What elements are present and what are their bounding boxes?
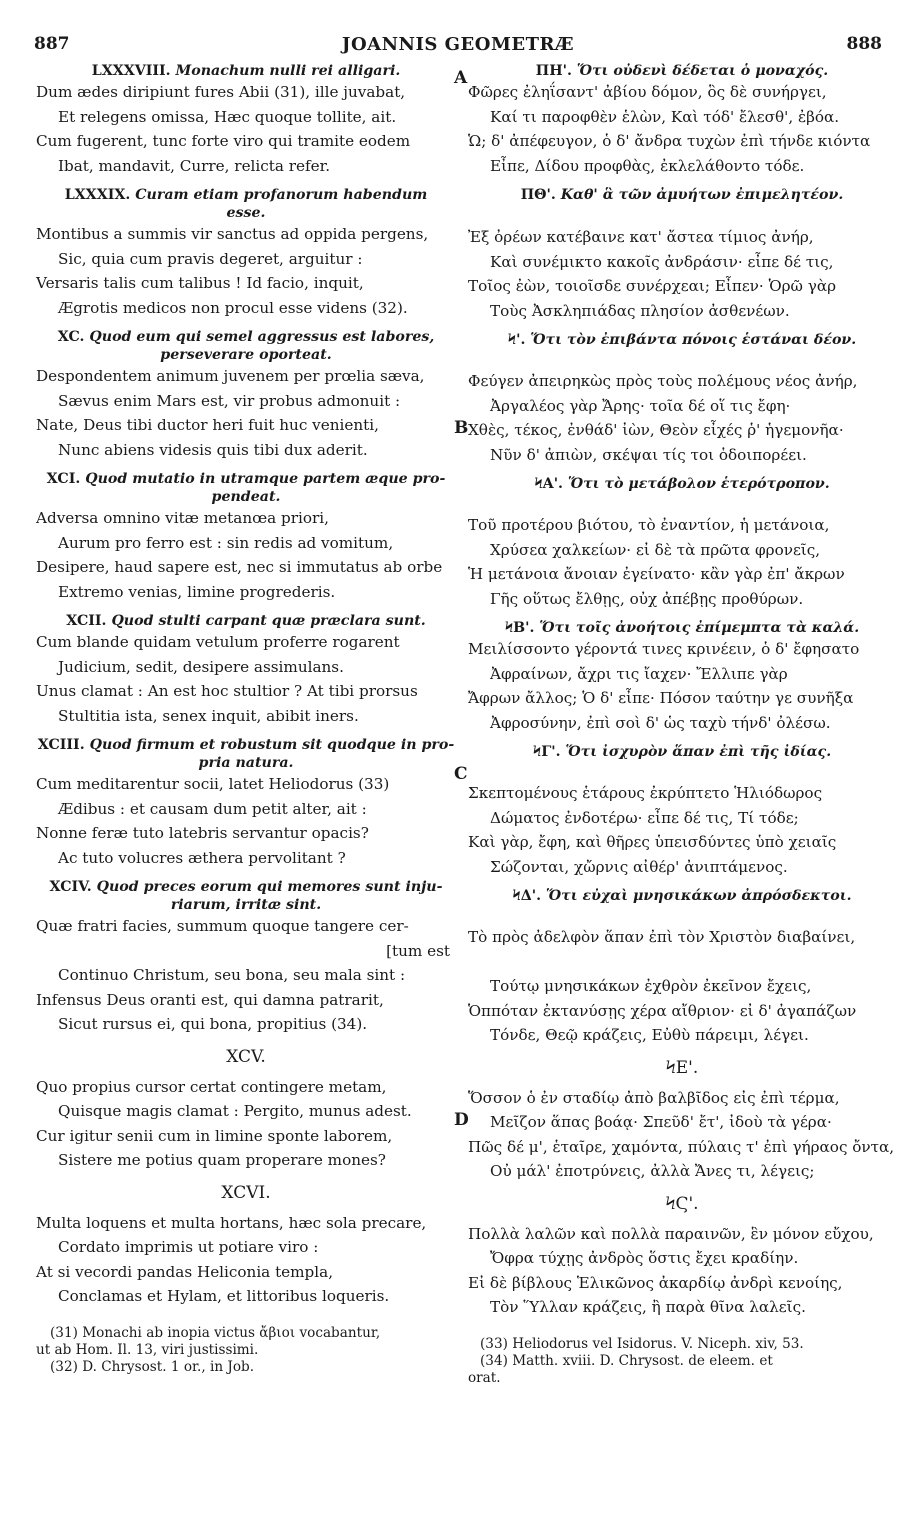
verse-line: Εἰ δὲ βίβλους Ἑλικῶνος ἀκαρδίῳ ἀνδρὶ κενοίης, <box>468 1273 843 1292</box>
verse-line: Οὐ μάλ' ἐποτρύνεις, ἀλλὰ Ἄνες τι, λέγεις; <box>490 1162 815 1180</box>
verse-line: Πῶς δέ μ', ἑταῖρε, χαμόντα, πύλαις τ' ἐπὶ γήραος ὄντα, <box>468 1137 895 1156</box>
left-page-number: 887 <box>34 34 70 54</box>
footnote: orat. <box>468 1369 501 1386</box>
section-94-latin <box>36 878 456 1037</box>
verse-line: Πολλὰ λαλῶν καὶ πολλὰ παραινῶν, ἓν μόνον εὔχου, <box>468 1224 874 1243</box>
verse-line: Dum ædes diripiunt fures Abii (31), ille juvabat, <box>36 83 406 101</box>
verse-line: Stultitia ista, senex inquit, abibit iners. <box>58 706 359 725</box>
verse-line: Extremo venias, limine progrederis. <box>58 582 336 601</box>
verse-line: Ὅσσον ὁ ἐν σταδίῳ ἀπὸ βαλβῖδος εἰς ἐπὶ τέρμα, <box>468 1088 840 1107</box>
verse-line: Sic, quia cum pravis degeret, arguitur : <box>58 249 363 268</box>
verse-line: Unus clamat : An est hoc stultior ? At tibi prorsus <box>36 682 418 700</box>
verse-line: Multa loquens et multa hortans, hæc sola precare, <box>36 1213 427 1232</box>
verse-line: Conclamas et Hylam, et littoribus loqueris. <box>58 1287 390 1305</box>
verse-line: Aurum pro ferro est : sin redis ad vomitum, <box>58 533 394 552</box>
section-number: XCVI. <box>221 1182 271 1203</box>
verse-line: Quisque magis clamat : Pergito, munus adest. <box>58 1102 412 1120</box>
section-91-greek <box>468 475 896 611</box>
latin-column <box>36 62 456 1376</box>
margin-letter-b: B <box>454 418 469 438</box>
section-90-latin <box>36 328 456 462</box>
footnote: (32) D. Chrysost. 1 or., in Job. <box>50 1358 255 1375</box>
section-title: ϞΒ'. Ὅτι τοῖς ἀνοήτοις ἐπίμεμπτα τὰ καλά. <box>504 620 860 636</box>
verse-line: Καὶ γὰρ, ἔφη, καὶ θῆρες ὑπεισδύντες ὑπὸ χειαῖς <box>468 833 837 851</box>
verse-line: Infensus Deus oranti est, qui damna patrarit, <box>36 990 384 1009</box>
section-number: XCV. <box>226 1046 266 1067</box>
margin-letter-a: A <box>454 68 468 88</box>
verse-line: Τούτῳ μνησικάκων ἐχθρὸν ἐκεῖνον ἔχεις, <box>490 977 812 995</box>
section-92-greek <box>468 619 896 735</box>
verse-line: Cum blande quidam vetulum proferre rogarent <box>36 633 400 651</box>
verse-line: Τὸ πρὸς ἀδελφὸν ἅπαν ἐπὶ τὸν Χριστὸν διαβαίνει, <box>468 928 856 946</box>
section-title: ϞΑ'. Ὅτι τὸ μετάβολον ἑτερότροπον. <box>534 476 830 492</box>
footnote: (33) Heliodorus vel Isidorus. V. Niceph. xiv, 53. <box>480 1335 804 1352</box>
section-title: ΠΗ'. Ὅτι οὐδενὶ δέδεται ὁ μοναχός. <box>535 63 829 79</box>
footnote: (34) Matth. xviii. D. Chrysost. de eleem. et <box>480 1352 773 1369</box>
greek-column <box>468 62 896 1387</box>
verse-line: Εἶπε, Δίδου προφθὰς, ἐκλελάθοντο τόδε. <box>490 156 805 175</box>
verse-line: Nonne feræ tuto latebris servantur opacis? <box>36 824 369 842</box>
section-title: Ϟ'. Ὅτι τὸν ἐπιβάντα πόνοις ἑστάναι δέον. <box>507 332 857 348</box>
verse-line: Ἐξ ὀρέων κατέβαινε κατ' ἄστεα τίμιος ἀνήρ, <box>468 228 814 246</box>
verse-line: Montibus a summis vir sanctus ad oppida pergens, <box>36 225 429 243</box>
verse-line: Καὶ συνέμικτο κακοῖς ἀνδράσιν· εἶπε δέ τις, <box>490 252 834 271</box>
verse-line: Despondentem animum juvenem per prœlia sæva, <box>36 367 425 385</box>
verse-line: Σκεπτομένους ἑτάρους ἐκρύπτετο Ἡλιόδωρος <box>468 784 823 802</box>
verse-line: Adversa omnino vitæ metanœa priori, <box>36 509 329 527</box>
verse-line: Τοῦ προτέρου βιότου, τὸ ἐναντίον, ἡ μετάνοια, <box>468 516 830 534</box>
verse-line: Cum fugerent, tunc forte viro qui tramite eodem <box>36 132 411 150</box>
verse-line: Ac tuto volucres æthera pervolitant ? <box>58 848 346 867</box>
verse-line: Χθὲς, τέκος, ἐνθάδ' ἰὼν, Θεὸν εἶχές ῥ' ἡγεμονῆα· <box>468 421 844 439</box>
verse-line: Ædibus : et causam dum petit alter, ait : <box>58 799 367 818</box>
section-title: ΠΘ'. Καθ' ἃ τῶν ἀμυήτων ἐπιμελητέον. <box>520 187 844 203</box>
verse-line-blank <box>468 950 896 975</box>
section-title: XC. Quod eum qui semel aggressus est labores, perseverare oporteat. <box>57 329 435 363</box>
verse-line: Cum meditarentur socii, latet Heliodorus (33) <box>36 775 390 793</box>
section-93-latin <box>36 736 456 870</box>
greek-footnotes <box>468 1336 896 1387</box>
section-title: XCIV. Quod preces eorum qui memores sunt inju- riarum, irritæ sint. <box>49 879 443 913</box>
verse-line: Versaris talis cum talibus ! Id facio, inquit, <box>36 274 364 292</box>
verse-line: [tum est <box>386 941 450 960</box>
running-title: JOANNIS GEOMETRÆ <box>341 34 575 55</box>
section-title: LXXXIX. Curam etiam profanorum habendum esse. <box>64 187 428 221</box>
verse-line: Desipere, haud sapere est, nec si immutatus ab orbe <box>36 558 443 576</box>
verse-line: Ἡ μετάνοια ἄνοιαν ἐγείνατο· κἂν γὰρ ἐπ' ἄκρων <box>468 565 845 583</box>
verse-line: Ἀργαλέος γὰρ Ἄρης· τοῖα δέ οἵ τις ἔφη· <box>490 396 791 415</box>
verse-line: Τὸν Ὕλλαν κράζεις, ἢ παρὰ θῖνα λαλεῖς. <box>490 1298 806 1316</box>
verse-line: Χρύσεα χαλκείων· εἰ δὲ τὰ πρῶτα φρονεῖς, <box>490 540 821 559</box>
verse-line: Sistere me potius quam properare mones? <box>58 1151 386 1169</box>
footnote: (31) Monachi ab inopia victus ἄβιοι vocabantur, <box>50 1324 381 1341</box>
verse-line: Quæ fratri facies, summum quoque tangere cer- <box>36 917 409 935</box>
verse-line: Cordato imprimis ut potiare viro : <box>58 1238 319 1256</box>
verse-line: Καί τι παροφθὲν ἑλὼν, Καὶ τόδ' ἔλεσθ', ἐβόα. <box>490 107 840 126</box>
margin-letter-c: C <box>454 764 468 784</box>
verse-line: Νῦν δ' ἀπιὼν, σκέψαι τίς τοι ὁδοιπορέει. <box>490 445 807 464</box>
latin-footnotes <box>36 1325 456 1376</box>
verse-line: Ægrotis medicos non procul esse videns (32). <box>58 298 408 317</box>
verse-line: Φῶρες ἐληΐσαντ' ἀβίου δόμον, ὃς δὲ συνήργει, <box>468 83 827 101</box>
section-88-latin <box>36 62 456 178</box>
verse-line: Ὁππόταν ἐκτανύσῃς χέρα αἴθριον· εἰ δ' ἀγαπάζων <box>468 1001 857 1020</box>
verse-line: Σώζονται, χὤρνις αἰθέρ' ἀνιπτάμενος. <box>490 857 788 876</box>
section-title: XCI. Quod mutatio in utramque partem æque pro- pendeat. <box>46 471 446 505</box>
verse-line: Μεῖζον ἅπας βοάᾳ· Σπεῦδ' ἔτ', ἰδοὺ τὰ γέρα· <box>490 1113 832 1131</box>
verse-line: Continuo Christum, seu bona, seu mala sint : <box>58 966 406 984</box>
verse-line: At si vecordi pandas Heliconia templa, <box>36 1262 334 1281</box>
verse-line: Ibat, mandavit, Curre, relicta refer. <box>58 156 331 175</box>
verse-line: Cur igitur senii cum in limine sponte laborem, <box>36 1126 393 1145</box>
section-90-greek <box>468 331 896 467</box>
section-92-latin <box>36 612 456 728</box>
verse-line: Ὄφρα τύχῃς ἀνδρὸς ὅστις ἔχει κραδίην. <box>490 1249 799 1267</box>
verse-line: Sævus enim Mars est, vir probus admonuit : <box>58 391 401 410</box>
verse-line: Φεύγεν ἀπειρηκὼς πρὸς τοὺς πολέμους νέος ἀνήρ, <box>468 372 858 390</box>
section-96-latin <box>36 1183 456 1309</box>
section-95-greek <box>468 1058 896 1184</box>
section-title: XCIII. Quod firmum et robustum sit quodque in pro- pria natura. <box>37 737 455 771</box>
section-title: ϞΓ'. Ὅτι ἰσχυρὸν ἅπαν ἐπὶ τῆς ἰδίας. <box>532 744 832 760</box>
verse-line: Τόνδε, Θεῷ κράζεις, Εὐθὺ πάρειμι, λέγει. <box>490 1026 809 1044</box>
verse-line: Sicut rursus ei, qui bona, propitius (34). <box>58 1015 368 1033</box>
verse-line: Μειλίσσοντο γέροντά τινες κρινέειν, ὁ δ' ἔφησατο <box>468 640 860 658</box>
section-title: XCII. Quod stulti carpant quæ præclara sunt. <box>66 613 426 629</box>
section-number: ϞϚ'. <box>665 1193 699 1214</box>
verse-line: Ἄφρων ἄλλος; Ὁ δ' εἶπε· Πόσον ταύτην γε συνῆξα <box>468 689 854 707</box>
section-89-latin <box>36 186 456 320</box>
verse-line: Τοὺς Ἀσκληπιάδας πλησίον ἀσθενέων. <box>490 301 790 320</box>
margin-letter-d: D <box>454 1110 469 1130</box>
verse-line: Ὡ; δ' ἀπέφευγον, ὁ δ' ἄνδρα τυχὼν ἐπὶ τήνδε κιόντα <box>468 132 871 150</box>
verse-line: Ἀφραίνων, ἄχρι τις ἴαχεν· Ἔλλιπε γὰρ <box>490 664 788 683</box>
verse-line: Judicium, sedit, desipere assimulans. <box>58 657 344 676</box>
section-title: LXXXVIII. Monachum nulli rei alligari. <box>91 63 401 79</box>
verse-line: Γῆς οὕτως ἔλθῃς, οὐχ ἀπέβῃς προθύρων. <box>490 589 804 608</box>
verse-line: Nunc abiens videsis quis tibi dux aderit. <box>58 440 368 459</box>
section-95-latin <box>36 1047 456 1173</box>
section-number: ϞΕ'. <box>665 1057 699 1078</box>
section-91-latin <box>36 470 456 604</box>
right-page-number: 888 <box>846 34 882 54</box>
section-93-greek <box>468 743 896 879</box>
section-89-greek <box>468 186 896 323</box>
verse-line: Τοῖος ἐὼν, τοιοῖσδε συνέρχεαι; Εἶπεν· Ὁρῶ γὰρ <box>468 277 837 295</box>
verse-line: Et relegens omissa, Hæc quoque tollite, ait. <box>58 107 397 126</box>
section-96-greek <box>468 1194 896 1320</box>
section-94-greek <box>468 887 896 1048</box>
verse-line: Δώματος ἐνδοτέρω· εἶπε δέ τις, Τί τόδε; <box>490 808 799 827</box>
section-title: ϞΔ'. Ὅτι εὐχαὶ μνησικάκων ἀπρόσδεκτοι. <box>512 888 852 904</box>
footnote: ut ab Hom. Il. 13, viri justissimi. <box>36 1341 259 1358</box>
verse-line: Quo propius cursor certat contingere metam, <box>36 1077 387 1096</box>
verse-line: Nate, Deus tibi ductor heri fuit huc venienti, <box>36 416 379 434</box>
section-88-greek <box>468 62 896 178</box>
verse-line: Ἀφροσύνην, ἐπὶ σοὶ δ' ὡς ταχὺ τήνδ' ὀλέσω. <box>490 713 831 732</box>
